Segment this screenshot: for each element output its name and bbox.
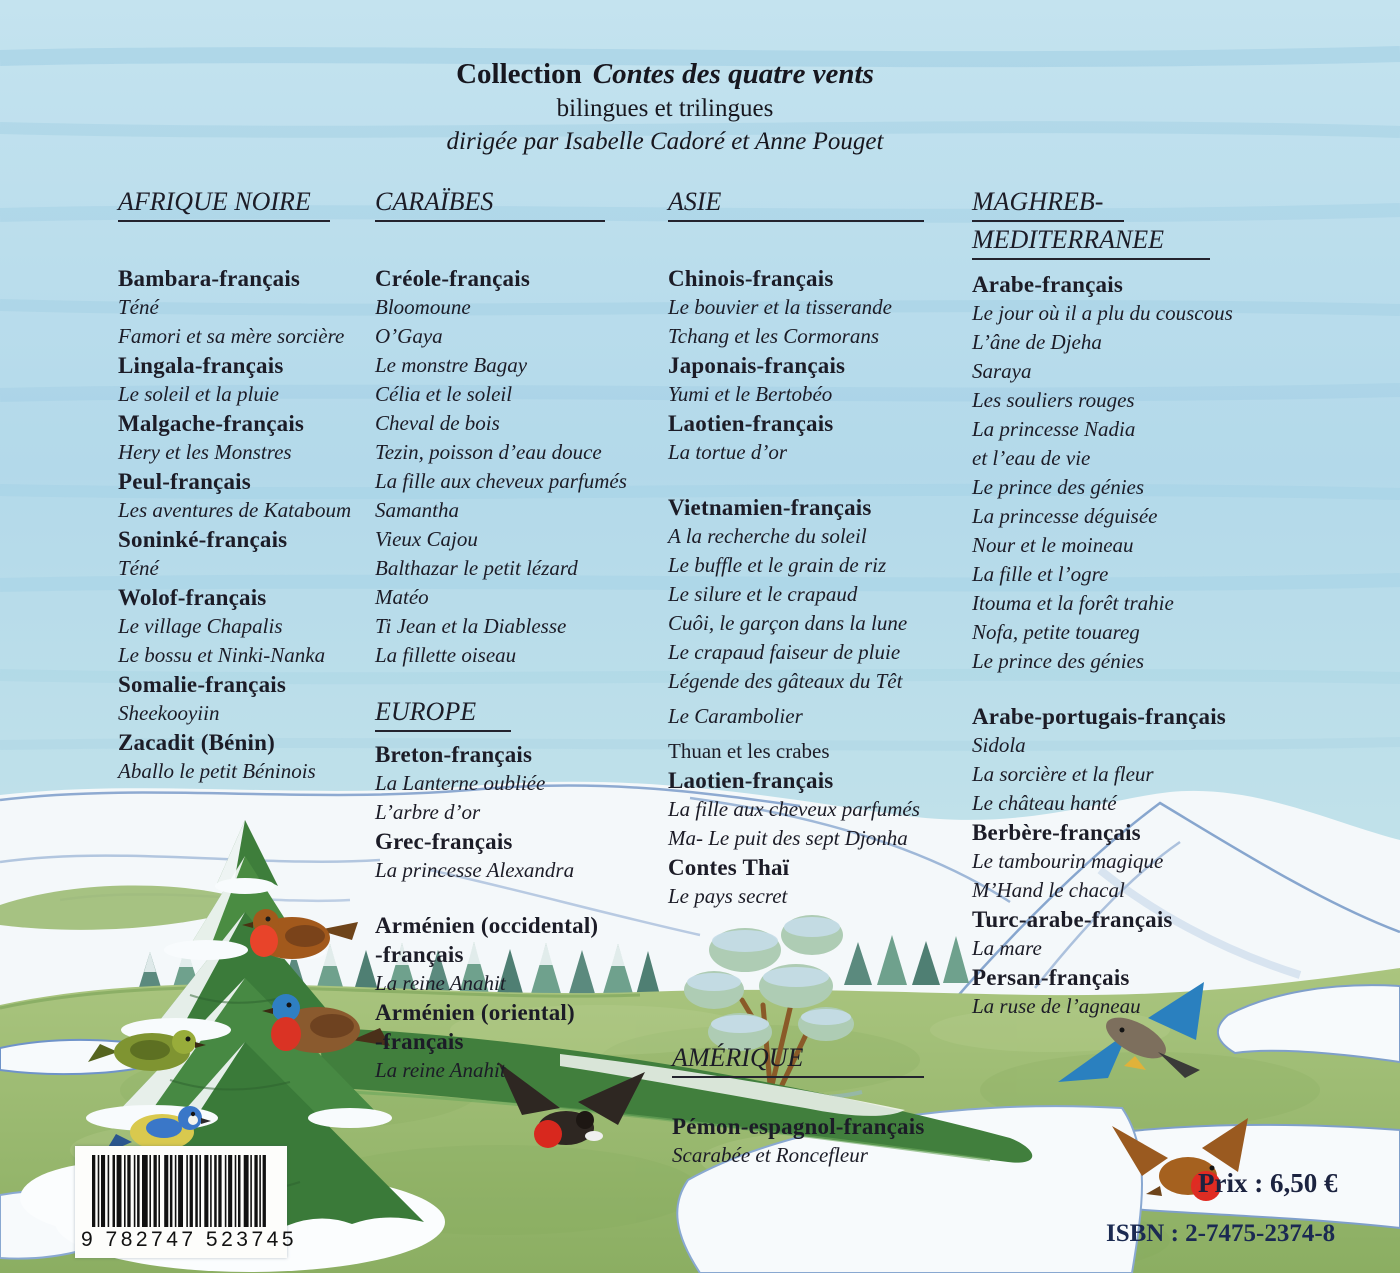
story-title xyxy=(668,667,968,696)
collection-header xyxy=(0,56,1330,158)
label: Le jour où il a plu du couscous xyxy=(972,301,1233,325)
story-title xyxy=(972,531,1302,560)
story-title xyxy=(972,415,1302,444)
label: Balthazar le petit lézard xyxy=(375,556,578,580)
label: La princesse Alexandra xyxy=(375,858,575,882)
label: MEDITERRANEE xyxy=(972,224,1210,260)
price-label: Prix : 6,50 € xyxy=(1198,1168,1338,1198)
story-title xyxy=(668,795,968,824)
label: Le village Chapalis xyxy=(118,614,283,638)
collection-prefix: Collection xyxy=(456,58,582,90)
label: Ti Jean et la Diablesse xyxy=(375,614,567,638)
story-title xyxy=(375,583,675,612)
label: Les souliers rouges xyxy=(972,388,1135,412)
story-title xyxy=(668,737,968,766)
story-title xyxy=(972,647,1302,676)
story-title xyxy=(375,467,675,496)
story-title xyxy=(118,757,418,786)
barcode-bars xyxy=(92,1155,272,1229)
story-title xyxy=(668,702,968,731)
story-title xyxy=(668,882,968,911)
language-pair xyxy=(375,264,675,293)
spacer xyxy=(972,676,1302,702)
label: Aballo le petit Béninois xyxy=(118,759,316,783)
label: -français xyxy=(375,1029,464,1054)
story-title xyxy=(972,560,1302,589)
label: A la recherche du soleil xyxy=(668,524,867,548)
label: Le prince des génies xyxy=(972,649,1145,673)
story-title xyxy=(672,1141,972,1170)
label: L’arbre d’or xyxy=(375,800,481,824)
label: AMÉRIQUE xyxy=(672,1042,924,1078)
label: Chinois-français xyxy=(668,266,834,291)
label: Le buffle et le grain de riz xyxy=(668,553,887,577)
label: Le bouvier et la tisserande xyxy=(668,295,892,319)
spacer xyxy=(668,467,968,493)
label: Thuan et les crabes xyxy=(668,739,830,763)
label: Grec-français xyxy=(375,829,513,854)
label: Vietnamien-français xyxy=(668,495,872,520)
story-title xyxy=(668,609,968,638)
label: La ruse de l’agneau xyxy=(972,994,1141,1018)
story-title xyxy=(668,580,968,609)
label: Sidola xyxy=(972,733,1026,757)
column-maghreb-mediterranee xyxy=(972,186,1302,1021)
label: Sheekooyiin xyxy=(118,701,220,725)
label: MAGHREB- xyxy=(972,186,1124,222)
label: Scarabée et Roncefleur xyxy=(672,1143,868,1167)
story-title xyxy=(375,969,675,998)
label: La Lanterne oubliée xyxy=(375,771,546,795)
label: Breton-français xyxy=(375,742,533,767)
story-title xyxy=(668,551,968,580)
label: Bambara-français xyxy=(118,266,301,291)
label: La fillette oiseau xyxy=(375,643,517,667)
label: Hery et les Monstres xyxy=(118,440,292,464)
story-title xyxy=(118,380,418,409)
story-title xyxy=(668,522,968,551)
label: AFRIQUE NOIRE xyxy=(118,186,330,222)
story-title xyxy=(668,322,968,351)
label: Le tambourin magique xyxy=(972,849,1164,873)
story-title xyxy=(972,760,1302,789)
story-title xyxy=(375,351,675,380)
language-pair xyxy=(972,963,1302,992)
label: Arménien (oriental) xyxy=(375,1000,575,1025)
label: Berbère-français xyxy=(972,820,1141,845)
collection-subtitle: bilingues et trilingues xyxy=(556,95,774,122)
label: Cuôi, le garçon dans la lune xyxy=(668,611,908,635)
language-pair xyxy=(668,264,968,293)
label: Peul-français xyxy=(118,469,251,494)
section-maghreb-line1 xyxy=(972,186,1302,222)
column-afrique-noire xyxy=(118,186,418,786)
label: -français xyxy=(375,942,464,967)
language-pair xyxy=(668,409,968,438)
story-title xyxy=(375,798,675,827)
story-title xyxy=(375,641,675,670)
language-pair xyxy=(972,905,1302,934)
language-pair xyxy=(118,670,418,699)
label: Le soleil et la pluie xyxy=(118,382,279,406)
story-title xyxy=(375,293,675,322)
label: Somalie-français xyxy=(118,672,287,697)
language-pair xyxy=(118,467,418,496)
label: Pémon-espagnol-français xyxy=(672,1114,925,1139)
column-caraibes-europe xyxy=(375,186,675,1085)
story-title xyxy=(972,473,1302,502)
story-title xyxy=(375,409,675,438)
label: La tortue d’or xyxy=(668,440,788,464)
label: La reine Anahit xyxy=(375,1058,506,1082)
language-pair xyxy=(972,702,1302,731)
language-pair xyxy=(668,766,968,795)
language-pair xyxy=(118,583,418,612)
label: La mare xyxy=(972,936,1042,960)
story-title xyxy=(375,438,675,467)
story-title xyxy=(375,322,675,351)
language-pair xyxy=(118,409,418,438)
label: Le pays secret xyxy=(668,884,788,908)
language-pair xyxy=(375,740,675,769)
section-afrique-noire xyxy=(118,186,418,222)
label: Itouma et la forêt trahie xyxy=(972,591,1174,615)
language-pair xyxy=(375,1027,675,1056)
column-asie xyxy=(668,186,968,911)
label: EUROPE xyxy=(375,696,511,732)
language-pair xyxy=(118,351,418,380)
story-title xyxy=(972,934,1302,963)
label: Matéo xyxy=(375,585,429,609)
story-title xyxy=(668,380,968,409)
label: et l’eau de vie xyxy=(972,446,1091,470)
story-title xyxy=(375,856,675,885)
story-title xyxy=(375,769,675,798)
section-caraibes xyxy=(375,186,675,222)
story-title xyxy=(972,589,1302,618)
language-pair xyxy=(118,728,418,757)
label: Les aventures de Kataboum xyxy=(118,498,352,522)
label: Japonais-français xyxy=(668,353,846,378)
label: La fille aux cheveux parfumés xyxy=(375,469,627,493)
label: CARAÏBES xyxy=(375,186,605,222)
story-title xyxy=(668,293,968,322)
story-title xyxy=(668,638,968,667)
label: Créole-français xyxy=(375,266,530,291)
language-pair xyxy=(972,270,1302,299)
story-title xyxy=(972,299,1302,328)
section-amerique xyxy=(672,1042,972,1078)
language-pair xyxy=(668,493,968,522)
label: Malgache-français xyxy=(118,411,305,436)
label: Ma- Le puit des sept Djonha xyxy=(668,826,908,850)
label: Le château hanté xyxy=(972,791,1117,815)
story-title xyxy=(972,789,1302,818)
label: Samantha xyxy=(375,498,459,522)
label: La princesse déguisée xyxy=(972,504,1158,528)
story-title xyxy=(375,612,675,641)
label: La reine Anahit xyxy=(375,971,506,995)
story-title xyxy=(972,502,1302,531)
label: Bloomoune xyxy=(375,295,471,319)
label: Téné xyxy=(118,556,159,580)
barcode xyxy=(75,1146,297,1258)
label: La fille et l’ogre xyxy=(972,562,1109,586)
story-title xyxy=(118,496,418,525)
collection-name: Contes des quatre vents xyxy=(592,58,874,90)
label: Célia et le soleil xyxy=(375,382,513,406)
story-title xyxy=(972,328,1302,357)
story-title xyxy=(375,554,675,583)
label: Vieux Cajou xyxy=(375,527,478,551)
label: M’Hand le chacal xyxy=(972,878,1125,902)
label: Arménien (occidental) xyxy=(375,913,599,938)
label: Turc-arabe-français xyxy=(972,907,1173,932)
story-title xyxy=(118,612,418,641)
label: Lingala-français xyxy=(118,353,284,378)
collection-title-line xyxy=(0,56,1330,92)
label: Le prince des génies xyxy=(972,475,1145,499)
label: Téné xyxy=(118,295,159,319)
story-title xyxy=(118,322,418,351)
language-pair xyxy=(118,525,418,554)
language-pair xyxy=(375,827,675,856)
language-pair xyxy=(668,853,968,882)
story-title xyxy=(668,824,968,853)
label: ASIE xyxy=(668,186,924,222)
isbn-label: ISBN : 2-7475-2374-8 xyxy=(1106,1220,1336,1247)
spacer xyxy=(375,670,675,696)
label: Le crapaud faiseur de pluie xyxy=(668,640,901,664)
story-title xyxy=(375,380,675,409)
story-title xyxy=(118,641,418,670)
section-asie xyxy=(668,186,968,222)
language-pair xyxy=(668,351,968,380)
story-title xyxy=(118,699,418,728)
language-pair xyxy=(375,911,675,940)
label: Laotien-français xyxy=(668,411,834,436)
story-title xyxy=(972,444,1302,473)
section-maghreb-line2 xyxy=(972,224,1302,260)
story-title xyxy=(668,438,968,467)
language-pair xyxy=(375,998,675,1027)
section-europe xyxy=(375,696,675,732)
story-title xyxy=(972,731,1302,760)
spacer xyxy=(375,885,675,911)
label: Le Carambolier xyxy=(668,704,803,728)
label: Arabe-portugais-français xyxy=(972,704,1226,729)
label: La fille aux cheveux parfumés xyxy=(668,797,920,821)
language-pair xyxy=(972,818,1302,847)
label: Le silure et le crapaud xyxy=(668,582,858,606)
label: Légende des gâteaux du Têt xyxy=(668,669,903,693)
story-title xyxy=(972,618,1302,647)
label: La princesse Nadia xyxy=(972,417,1136,441)
story-title xyxy=(972,847,1302,876)
label: Saraya xyxy=(972,359,1032,383)
label: Contes Thaï xyxy=(668,855,790,880)
story-title xyxy=(375,525,675,554)
label: Soninké-français xyxy=(118,527,288,552)
label: Persan-français xyxy=(972,965,1130,990)
label: L’âne de Djeha xyxy=(972,330,1102,354)
story-title xyxy=(972,386,1302,415)
column-amerique xyxy=(672,1042,972,1170)
story-title xyxy=(118,438,418,467)
label: Nour et le moineau xyxy=(972,533,1134,557)
story-title xyxy=(972,992,1302,1021)
label: Nofa, petite touareg xyxy=(972,620,1140,644)
language-pair xyxy=(118,264,418,293)
label: Le monstre Bagay xyxy=(375,353,528,377)
collection-directors: dirigée par Isabelle Cadoré et Anne Pouget xyxy=(446,128,884,155)
story-title xyxy=(118,554,418,583)
label: Le bossu et Ninki-Nanka xyxy=(118,643,326,667)
label: Zacadit (Bénin) xyxy=(118,730,275,755)
label: Tezin, poisson d’eau douce xyxy=(375,440,602,464)
label: Yumi et le Bertobéo xyxy=(668,382,833,406)
label: Cheval de bois xyxy=(375,411,500,435)
label: Famori et sa mère sorcière xyxy=(118,324,345,348)
story-title xyxy=(118,293,418,322)
label: Tchang et les Cormorans xyxy=(668,324,879,348)
label: La sorcière et la fleur xyxy=(972,762,1154,786)
story-title xyxy=(375,496,675,525)
label: Wolof-français xyxy=(118,585,267,610)
story-title xyxy=(972,357,1302,386)
barcode-digits: 9 782747 523745 xyxy=(81,1228,297,1251)
story-title xyxy=(972,876,1302,905)
label: Arabe-français xyxy=(972,272,1123,297)
language-pair xyxy=(375,940,675,969)
language-pair xyxy=(672,1112,972,1141)
label: Laotien-français xyxy=(668,768,834,793)
story-title xyxy=(375,1056,675,1085)
label: O’Gaya xyxy=(375,324,443,348)
